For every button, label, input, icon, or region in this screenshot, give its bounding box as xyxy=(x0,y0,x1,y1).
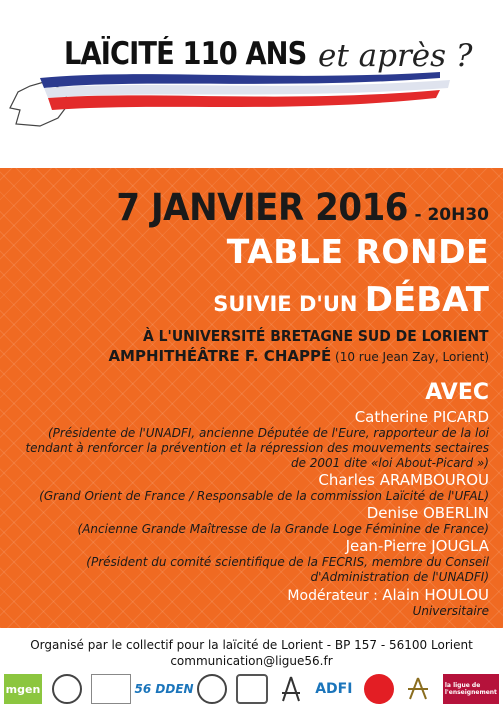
venue-amphi-line xyxy=(108,346,489,365)
moderator-line xyxy=(10,585,489,604)
event-date: 7 JANVIER 2016 xyxy=(116,186,409,229)
speaker-description: (Grand Orient de France / Responsable de la commission Laïcité de l'UFAL) xyxy=(39,489,489,503)
title-main: LAÏCITÉ 110 ANS xyxy=(64,36,307,72)
suivie-text: SUIVIE D'UN xyxy=(213,292,365,316)
partner-logos xyxy=(4,672,499,706)
dden-logo xyxy=(134,674,194,704)
contact-email[interactable]: communication@ligue56.fr xyxy=(170,654,333,668)
circle-seal-logo xyxy=(197,674,227,704)
venue-university: À L'UNIVERSITÉ BRETAGNE SUD DE LORIENT xyxy=(143,327,489,345)
compass-square-icon xyxy=(278,674,304,704)
event-poster xyxy=(0,168,503,628)
speaker-name: Jean-Pierre JOUGLA xyxy=(345,537,489,555)
speaker-description: (Présidente de l'UNADFI, ancienne Députée de l'Eure, rapporteur de la loi tendant à renforcer la prévention et la répression des mouvements sectaires de 2001 dite «loi About-Picard ») xyxy=(25,426,489,470)
ligue-enseignement-logo: la ligue de l'enseignement xyxy=(443,674,499,704)
avec-heading: AVEC xyxy=(425,380,489,405)
moderator-name: Alain HOULOU xyxy=(382,586,489,604)
title-script: et après ? xyxy=(318,38,473,74)
red-circle-logo xyxy=(364,674,394,704)
speaker-name: Catherine PICARD xyxy=(354,408,489,426)
debat-line xyxy=(213,280,489,320)
speaker-name: Charles ARAMBOUROU xyxy=(318,471,489,489)
event-type: TABLE RONDE xyxy=(226,232,489,271)
venue-address: (10 rue Jean Zay, Lorient) xyxy=(331,350,489,364)
dden-label: DDEN xyxy=(155,682,194,696)
fol-56-logo xyxy=(236,674,268,704)
association-seal-logo xyxy=(52,674,82,704)
event-time: - 20H30 xyxy=(414,205,489,225)
footer xyxy=(0,628,503,710)
date-line xyxy=(0,186,489,229)
moderator-label: Modérateur : xyxy=(287,588,383,604)
venue-amphi: AMPHITHÉÂTRE F. CHAPPÉ xyxy=(108,347,332,365)
speaker-description: (Ancienne Grande Maîtresse de la Grande Loge Féminine de France) xyxy=(77,522,489,536)
header xyxy=(0,0,503,168)
organiser-text: Organisé par le collectif pour la laïcité de Lorient - BP 157 - 56100 Lorient xyxy=(30,638,473,652)
speaker-description: (Président du comité scientifique de la FECRIS, membre du Conseil d'Administration de l'UNADFI) xyxy=(86,555,489,584)
speaker-name: Denise OBERLIN xyxy=(366,504,489,522)
dden-number: 56 xyxy=(134,682,152,696)
adfi-logo: ADFI xyxy=(315,681,353,697)
mgen-logo: mgen xyxy=(4,674,42,704)
debat-text: DÉBAT xyxy=(364,280,489,320)
masonic-emblem-icon xyxy=(403,674,433,704)
moderator-description: Universitaire xyxy=(412,604,489,618)
speakers-list xyxy=(10,408,489,619)
ufal-logo xyxy=(91,674,131,704)
